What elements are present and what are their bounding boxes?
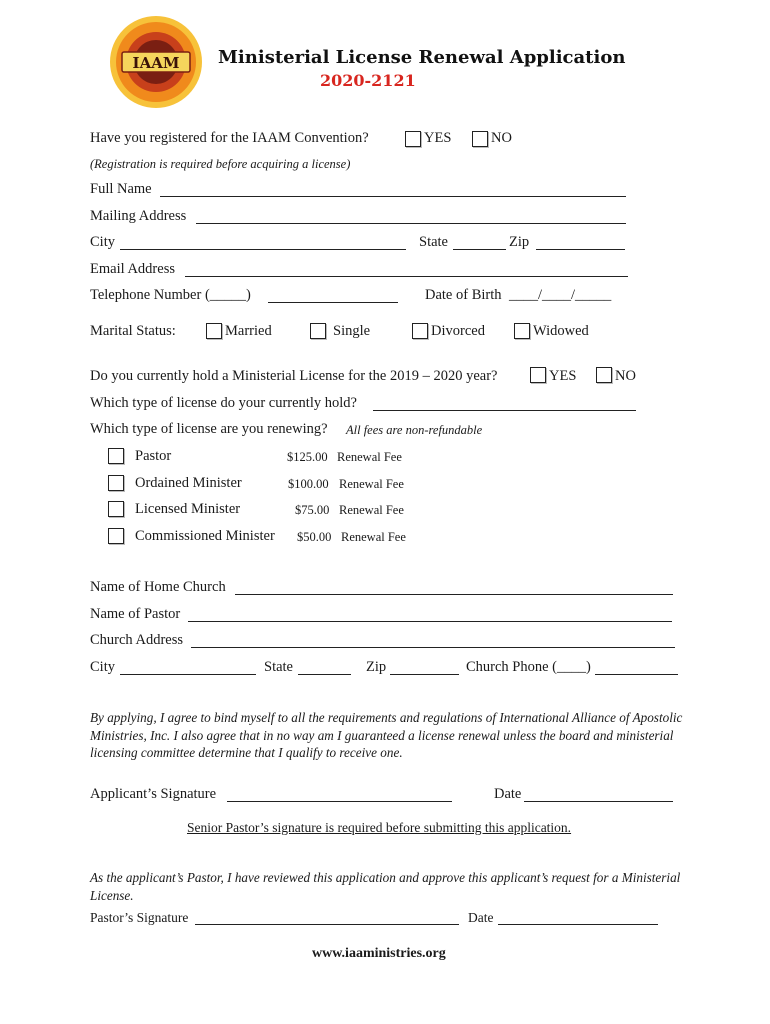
widowed-label: Widowed [533,323,589,339]
city-label: City [90,234,115,250]
mailing-address-field[interactable] [196,223,626,224]
church-city-label: City [90,659,115,675]
fee-note: All fees are non-refundable [346,423,483,437]
licensed-license-name: Licensed Minister [135,501,241,517]
full-name-label: Full Name [90,181,152,197]
pastor-license-price: $125.00 [287,450,328,464]
ordained-license-checkbox[interactable] [108,475,124,491]
divorced-checkbox[interactable] [412,323,428,339]
pastor-date-label: Date [468,910,494,925]
church-zip-label: Zip [366,659,387,675]
full-name-field[interactable] [160,196,626,197]
convention-yes-checkbox[interactable] [405,131,421,147]
telephone-label: Telephone Number (_____) [90,287,251,303]
commissioned-license-checkbox[interactable] [108,528,124,544]
zip-field[interactable] [536,249,625,250]
church-address-field[interactable] [191,647,675,648]
state-label: State [419,234,448,250]
senior-pastor-note: Senior Pastor’s signature is required before submitting this application. [187,820,572,835]
license-yes-label: YES [549,368,577,384]
license-no-label: NO [615,368,636,384]
ordained-license-name: Ordained Minister [135,475,242,491]
license-held-field[interactable] [373,410,636,411]
home-church-label: Name of Home Church [90,579,226,595]
applicant-signature-field[interactable] [227,801,452,802]
applicant-date-label: Date [494,786,522,802]
married-checkbox[interactable] [206,323,222,339]
pastor-signature-label: Pastor’s Signature [90,910,189,925]
church-phone-field[interactable] [595,674,678,675]
license-renewing-label: Which type of license are you renewing? [90,421,328,437]
zip-label: Zip [509,234,530,250]
convention-question: Have you registered for the IAAM Convention? [90,130,369,146]
page-title: Ministerial License Renewal Application [218,47,626,68]
church-state-field[interactable] [298,674,351,675]
dob-label: Date of Birth [425,287,502,303]
church-state-label: State [264,659,293,675]
registration-note: (Registration is required before acquiring a license) [90,157,351,171]
pastor-signature-field[interactable] [195,924,459,925]
church-city-field[interactable] [120,674,256,675]
website-link[interactable]: www.iaaministries.org [312,946,446,961]
ordained-license-fee: Renewal Fee [339,477,404,491]
licensed-license-checkbox[interactable] [108,501,124,517]
home-church-field[interactable] [235,594,673,595]
convention-yes-label: YES [424,130,452,146]
license-held-label: Which type of license do your currently hold? [90,395,357,411]
license-yes-checkbox[interactable] [530,367,546,383]
marital-status-label: Marital Status: [90,323,176,339]
pastor-license-name: Pastor [135,448,172,464]
commissioned-license-name: Commissioned Minister [135,528,275,544]
licensed-license-fee: Renewal Fee [339,503,404,517]
telephone-field[interactable] [268,302,398,303]
applicant-date-field[interactable] [524,801,673,802]
ordained-license-price: $100.00 [288,477,329,491]
convention-no-label: NO [491,130,512,146]
mailing-address-label: Mailing Address [90,208,187,224]
pastor-name-label: Name of Pastor [90,606,181,622]
page-year: 2020-2121 [320,71,416,90]
church-zip-field[interactable] [390,674,459,675]
pastor-date-field[interactable] [498,924,658,925]
pastor-statement: As the applicant’s Pastor, I have reviewed this application and approve this applicant’s request for a Ministerial License. [90,870,681,903]
email-field[interactable] [185,276,628,277]
single-checkbox[interactable] [310,323,326,339]
church-address-label: Church Address [90,632,184,648]
license-no-checkbox[interactable] [596,367,612,383]
licensed-license-price: $75.00 [295,503,330,517]
license-hold-question: Do you currently hold a Ministerial License for the 2019 – 2020 year? [90,368,498,384]
married-label: Married [225,323,272,339]
commissioned-license-fee: Renewal Fee [341,530,406,544]
state-field[interactable] [453,249,506,250]
divorced-label: Divorced [431,323,485,339]
city-field[interactable] [120,249,406,250]
pastor-license-checkbox[interactable] [108,448,124,464]
iaam-logo [108,14,204,110]
church-phone-label: Church Phone (____) [466,659,591,675]
applicant-signature-label: Applicant’s Signature [90,786,217,802]
commissioned-license-price: $50.00 [297,530,332,544]
dob-field[interactable]: ____/____/_____ [509,287,612,303]
email-label: Email Address [90,261,175,277]
convention-no-checkbox[interactable] [472,131,488,147]
widowed-checkbox[interactable] [514,323,530,339]
agreement-paragraph: By applying, I agree to bind myself to all the requirements and regulations of International Alliance of Apostolic Ministries, Inc. I also agree that in no way am I guaranteed a license renewal unless the board and ministerial licensing committee determine that I qualify to receive one. [90,710,683,760]
logo-text: IAAM [132,54,180,72]
pastor-license-fee: Renewal Fee [337,450,402,464]
single-label: Single [333,323,371,339]
pastor-name-field[interactable] [188,621,672,622]
